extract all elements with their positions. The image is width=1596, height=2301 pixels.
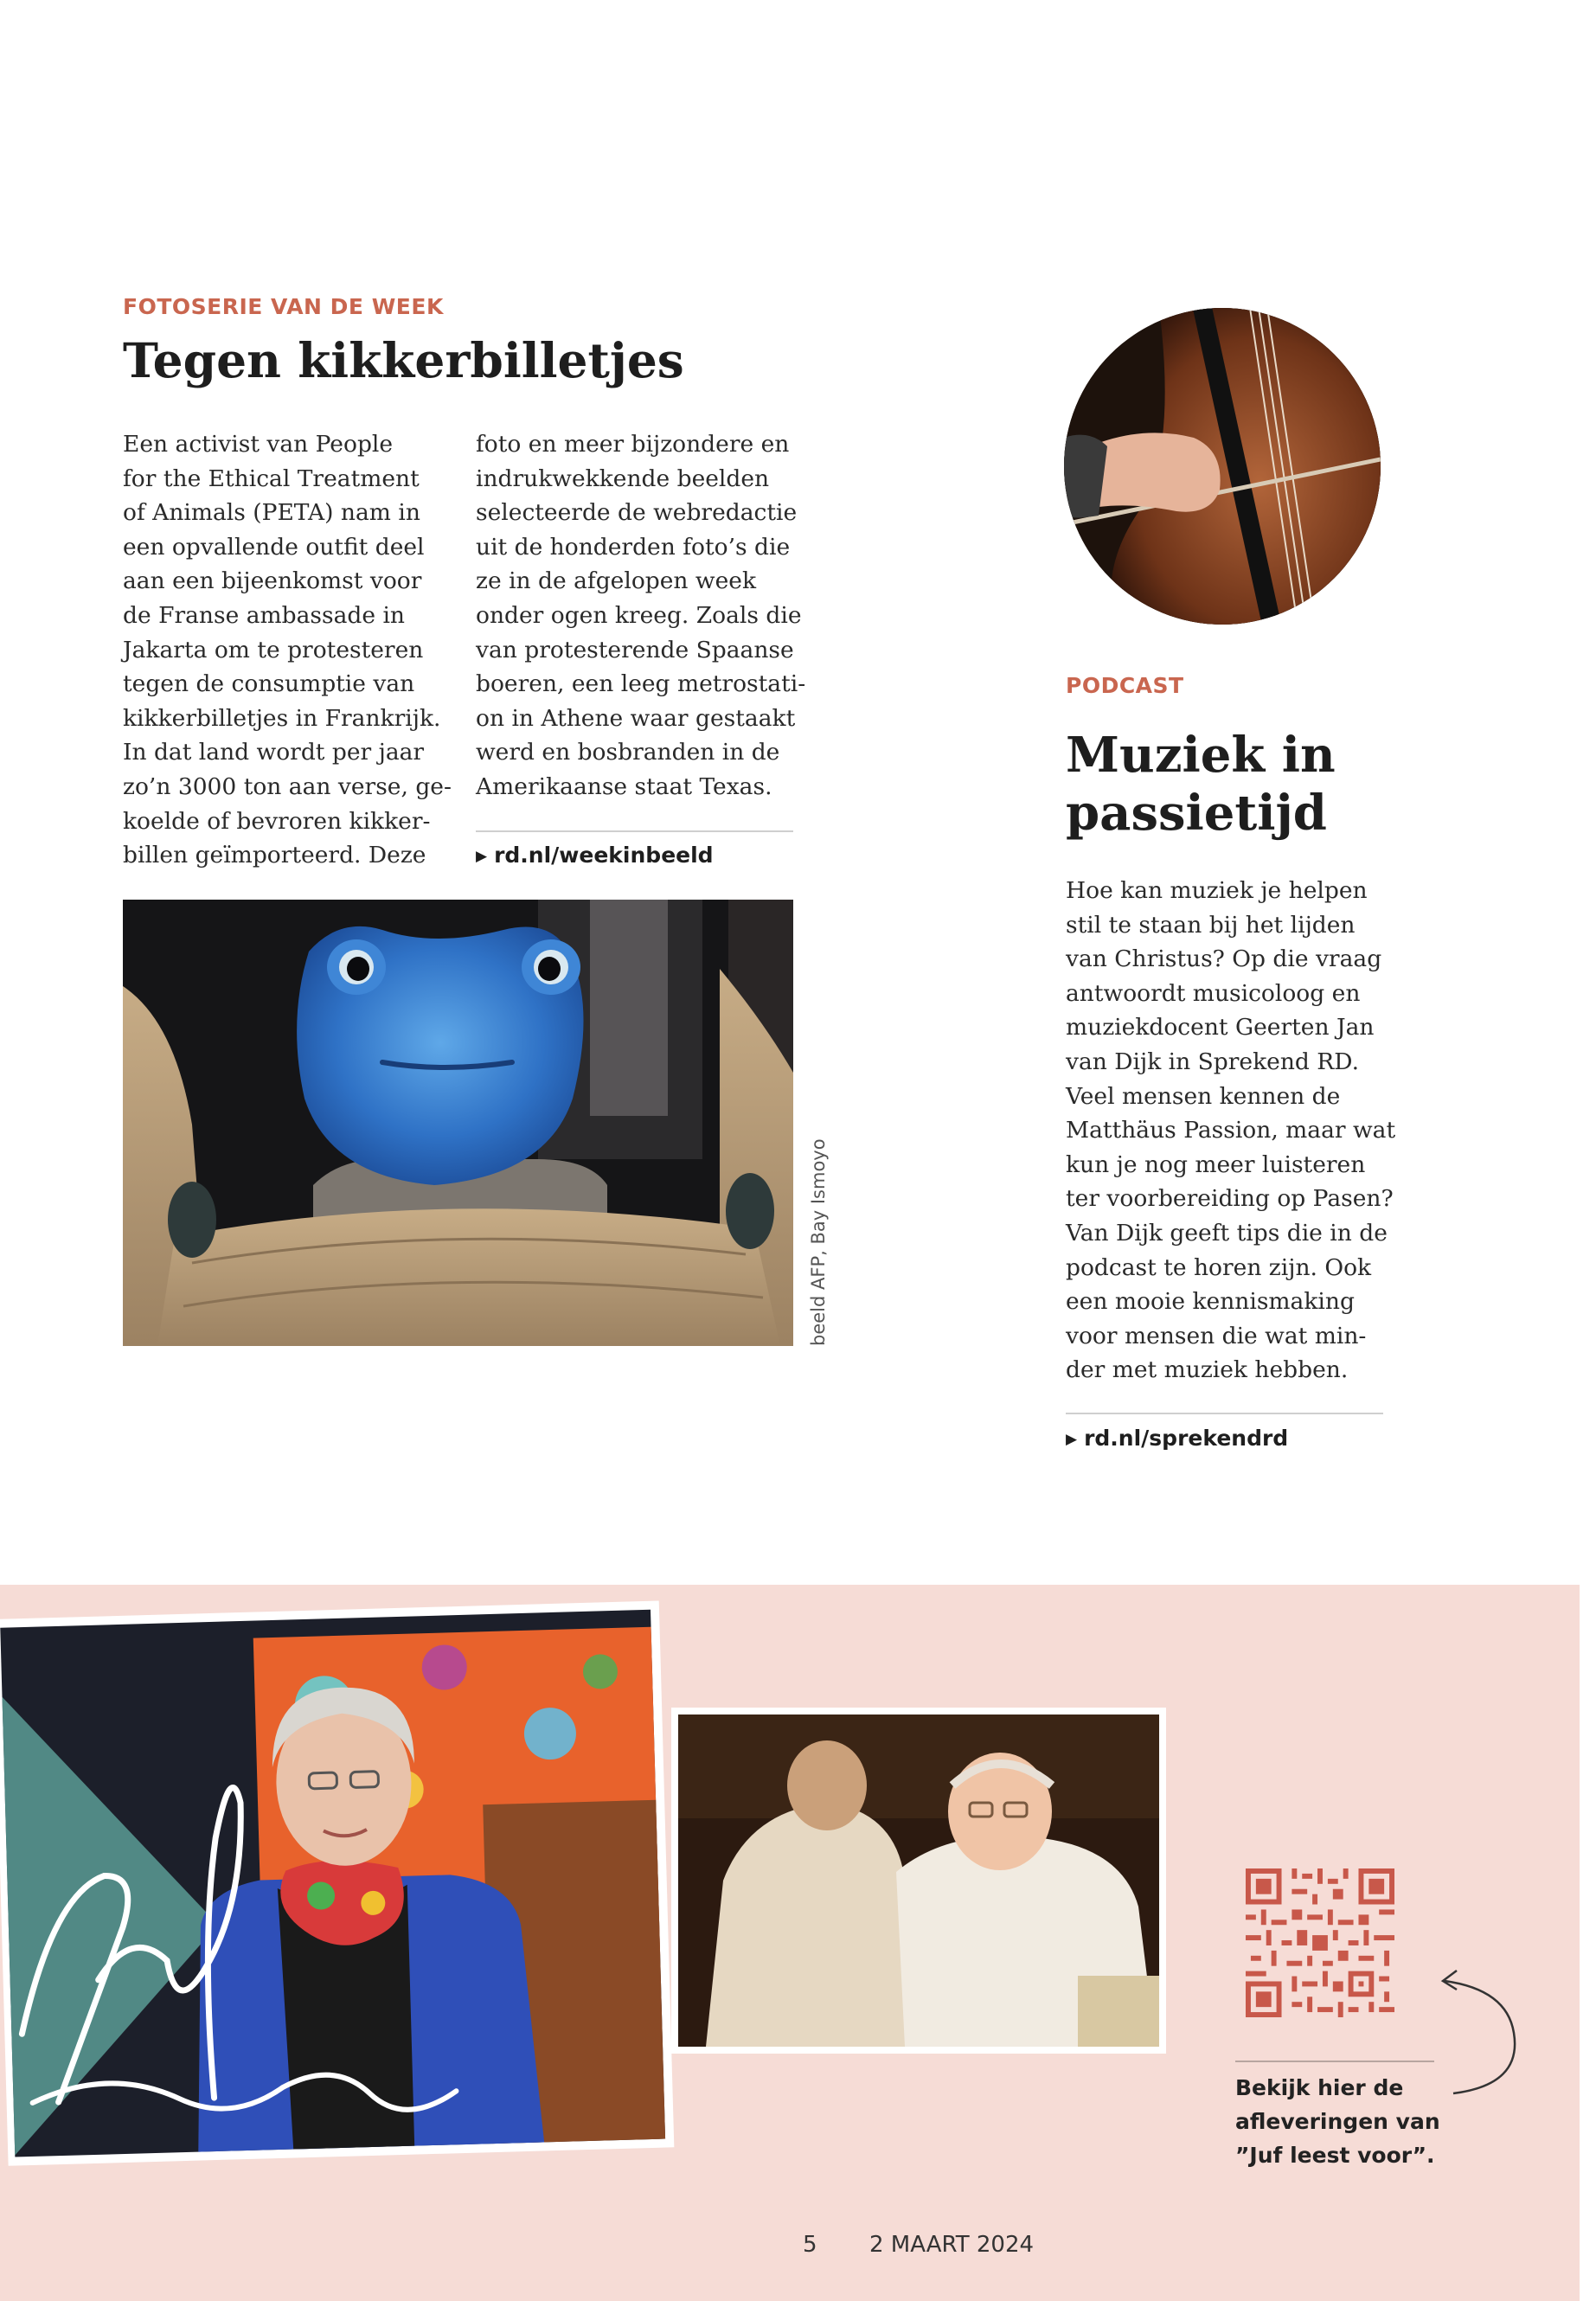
frog-photo-illustration (123, 900, 793, 1346)
section-kicker-podcast: PODCAST (1066, 673, 1184, 698)
juf-photo-illustration (0, 1601, 674, 2166)
section-kicker-photo-series: FOTOSERIE VAN DE WEEK (123, 294, 444, 319)
article-body-column-2: foto en meer bijzondere en indrukwekkende beelden selecteerde de webredactie uit de honderden foto’s die ze in de afgelopen week onder ogen kreeg. Zoals die van protesterende Spaanse boeren, een leeg metrostati- on in Athene waar gestaakt werd en bosbranden in de Amerikaanse staat Texas. (476, 431, 806, 800)
frog-activist-photo (123, 900, 793, 1346)
divider-rule (476, 830, 793, 832)
guests-photo-illustration (671, 1708, 1166, 2054)
cello-round-photo (1064, 308, 1381, 625)
article-body-column-1: Een activist van People for the Ethical Treatment of Animals (PETA) nam in een opvallende outfit deel aan een bijeenkomst voor de Franse ambassade in Jakarta om te protesteren tegen de consumptie van kikkerbilletjes in Frankrijk. In dat land wordt per jaar zo’n 3000 ton aan verse, ge- koelde of bevroren kikker- billen geïmporteerd. Deze (123, 431, 452, 869)
weekinbeeld-link[interactable]: ▶ rd.nl/weekinbeeld (476, 843, 714, 868)
qr-code[interactable] (1246, 1868, 1394, 2017)
article-title-photo-series: Tegen kikkerbilletjes (123, 332, 684, 388)
play-triangle-icon: ▶ (476, 848, 488, 865)
qr-code-icon (1246, 1868, 1394, 2017)
juf-leest-voor-photo (0, 1601, 674, 2166)
article-title-podcast: Muziek in passietijd (1066, 727, 1336, 842)
article-body-podcast: Hoe kan muziek je helpen stil te staan bij het lijden van Christus? Op die vraag antwoordt musicoloog en muziekdocent Geerten Jan van Dijk in Sprekend RD. Veel mensen kennen de Matthäus Passion, maar wat kun je nog meer luisteren ter voorbereiding op Pasen? Van Dijk geeft tips die in de podcast te horen zijn. Ook een mooie kennismaking voor mensen die wat min- der met muziek hebben. (1066, 877, 1396, 1384)
studio-guests-photo (671, 1708, 1166, 2054)
page-number: 5 (803, 2232, 817, 2258)
divider-rule (1066, 1413, 1383, 1414)
issue-date: 2 MAART 2024 (869, 2232, 1035, 2258)
play-triangle-icon: ▶ (1066, 1431, 1078, 1448)
sprekendrd-link[interactable]: ▶ rd.nl/sprekendrd (1066, 1426, 1289, 1451)
cello-photo-illustration (1064, 308, 1381, 625)
photo-credit: beeld AFP, Bay Ismoyo (808, 1138, 829, 1346)
qr-caption: Bekijk hier de afleveringen van ”Juf leest voor”. (1235, 2075, 1440, 2168)
curved-arrow-icon (1427, 1964, 1522, 2111)
divider-rule (1235, 2061, 1434, 2062)
